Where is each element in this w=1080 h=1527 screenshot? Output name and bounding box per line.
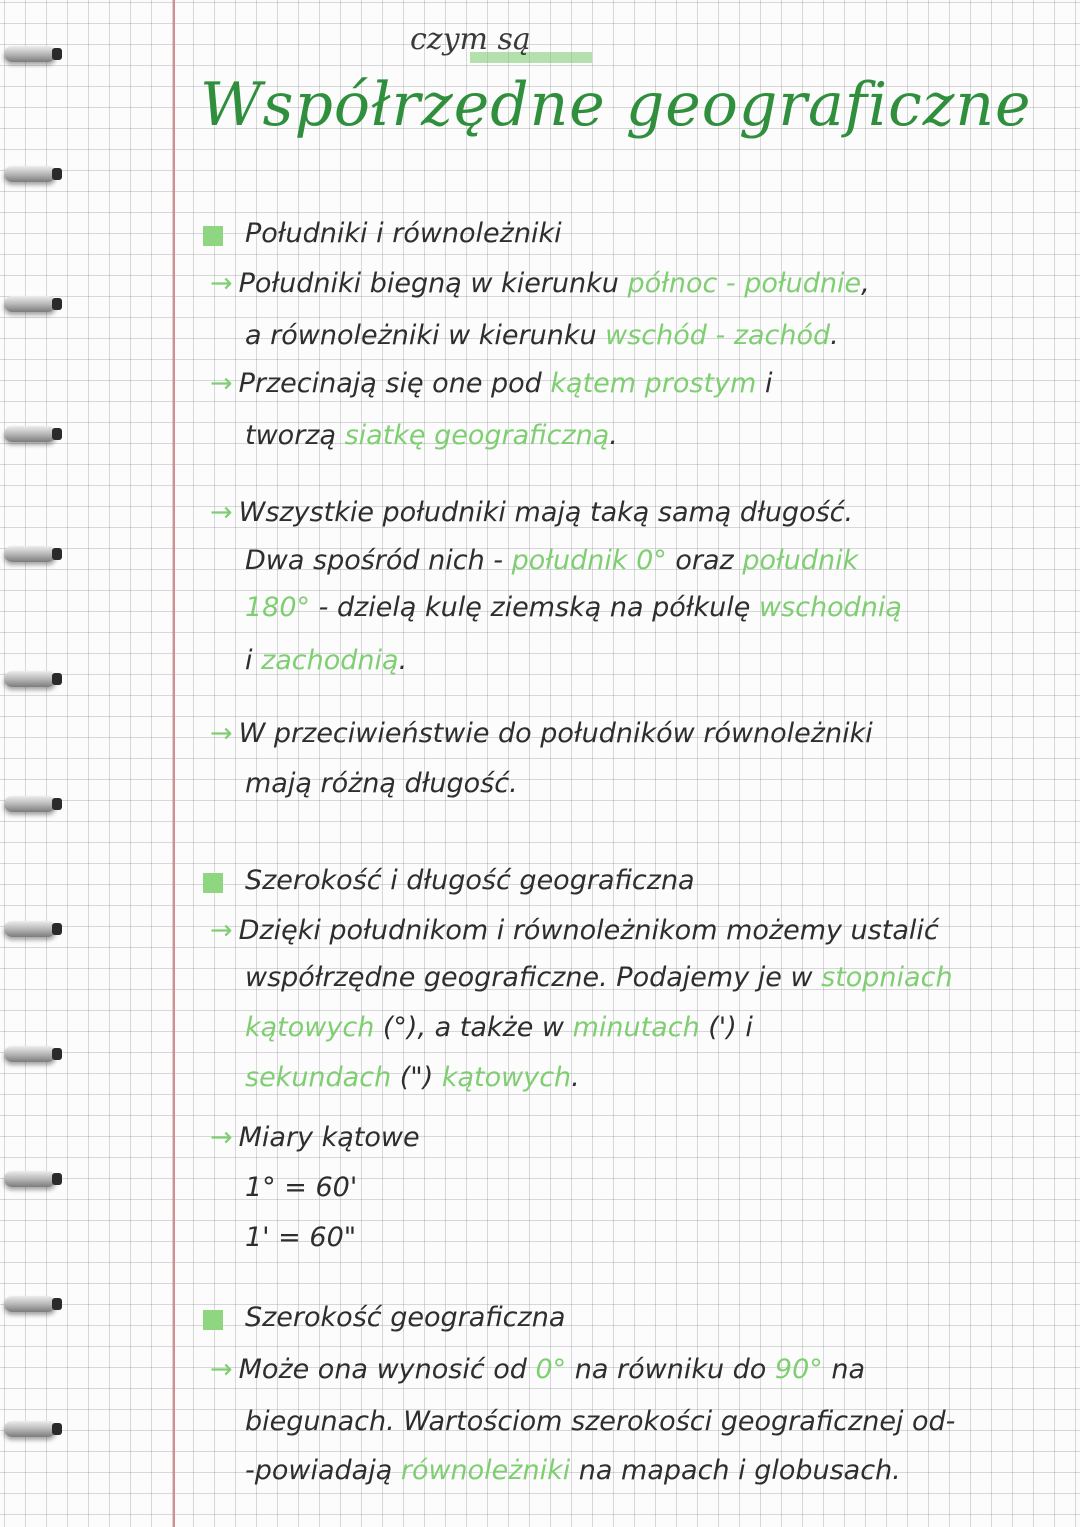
- note-line: [245, 1172, 357, 1203]
- highlighted-term: północ - południe: [627, 268, 862, 299]
- note-text: (') i: [699, 1012, 753, 1043]
- highlighted-term: minutach: [572, 1012, 700, 1043]
- section-heading: Południki i równoleżniki: [245, 218, 562, 249]
- highlighted-term: 180°: [245, 592, 311, 623]
- note-line: [245, 1406, 955, 1437]
- note-line: [210, 718, 873, 749]
- arrow-icon: →: [210, 268, 233, 299]
- note-text: Może ona wynosić od: [238, 1354, 536, 1385]
- page-title: Współrzędne geograficzne: [200, 70, 1032, 140]
- note-line: [210, 915, 939, 946]
- note-text: .: [830, 320, 839, 351]
- note-text: - dzielą kulę ziemską na półkulę: [310, 592, 759, 623]
- note-text: ,: [861, 268, 870, 299]
- highlighted-term: południk 0°: [511, 545, 667, 576]
- note-text: mają różną długość.: [245, 768, 518, 799]
- note-text: współrzędne geograficzne. Podajemy je w: [245, 962, 822, 993]
- note-line: [245, 320, 839, 351]
- note-text: a równoleżniki w kierunku: [245, 320, 606, 351]
- note-line: [210, 268, 870, 299]
- note-text: na mapach i globusach.: [570, 1455, 901, 1486]
- note-text: Dwa spośród nich -: [245, 545, 512, 576]
- note-text: .: [571, 1062, 580, 1093]
- note-line: [245, 768, 518, 799]
- note-line: [210, 368, 772, 399]
- note-text: Dzięki południkom i równoleżnikom możemy ustalić: [238, 915, 939, 946]
- page-subtitle: czym są: [410, 22, 531, 57]
- note-line: [245, 1222, 356, 1253]
- highlighted-term: siatkę geograficzną: [344, 420, 610, 451]
- note-text: tworzą: [245, 420, 345, 451]
- note-line: [245, 645, 407, 676]
- note-line: [245, 1012, 753, 1043]
- note-text: i: [756, 368, 773, 399]
- note-text: na: [822, 1354, 866, 1385]
- note-line: [245, 545, 858, 576]
- note-text: .: [609, 420, 618, 451]
- note-text: Wszystkie południki mają taką samą długość.: [238, 497, 854, 528]
- note-text: i: [245, 645, 262, 676]
- note-line: [245, 420, 618, 451]
- note-text: biegunach. Wartościom szerokości geograficznej od-: [245, 1406, 956, 1437]
- highlighted-term: kątowych: [245, 1012, 375, 1043]
- highlighted-term: równoleżniki: [400, 1455, 571, 1486]
- note-text: na równiku do: [566, 1354, 775, 1385]
- note-text: (°), a także w: [374, 1012, 573, 1043]
- arrow-icon: →: [210, 497, 233, 528]
- highlighted-term: wschodnią: [758, 592, 902, 623]
- highlighted-term: kątem prostym: [550, 368, 757, 399]
- highlighted-term: stopniach: [821, 962, 953, 993]
- note-text: -powiadają: [245, 1455, 401, 1486]
- section-bullet: [203, 1310, 223, 1330]
- note-text: Miary kątowe: [238, 1122, 420, 1153]
- note-text: .: [398, 645, 408, 676]
- note-text: Przecinają się one pod: [238, 368, 551, 399]
- arrow-icon: →: [210, 1122, 233, 1153]
- section-bullet: [203, 226, 223, 246]
- highlighted-term: zachodnią: [261, 645, 399, 676]
- note-line: [245, 1455, 901, 1486]
- note-line: [245, 592, 902, 623]
- note-text: ("): [391, 1062, 442, 1093]
- note-line: [210, 1122, 420, 1153]
- arrow-icon: →: [210, 368, 233, 399]
- arrow-icon: →: [210, 915, 233, 946]
- highlighted-term: południk: [742, 545, 859, 576]
- note-text: oraz: [666, 545, 743, 576]
- note-text: W przeciwieństwie do południków równoleżniki: [238, 718, 873, 749]
- note-text: 1' = 60": [245, 1222, 357, 1253]
- arrow-icon: →: [210, 718, 233, 749]
- arrow-icon: →: [210, 1354, 233, 1385]
- note-line: [245, 962, 953, 993]
- highlighted-term: 90°: [774, 1354, 823, 1385]
- note-text: Południki biegną w kierunku: [238, 268, 628, 299]
- highlighted-term: wschód - zachód: [605, 320, 831, 351]
- highlighted-term: 0°: [535, 1354, 567, 1385]
- note-line: [210, 497, 853, 528]
- highlighted-term: sekundach: [245, 1062, 392, 1093]
- highlighted-term: kątowych: [441, 1062, 572, 1093]
- note-line: [210, 1354, 865, 1385]
- section-bullet: [203, 873, 223, 893]
- note-line: [245, 1062, 580, 1093]
- section-heading: Szerokość geograficzna: [245, 1302, 566, 1333]
- section-heading: Szerokość i długość geograficzna: [245, 865, 695, 896]
- note-text: 1° = 60': [245, 1172, 358, 1203]
